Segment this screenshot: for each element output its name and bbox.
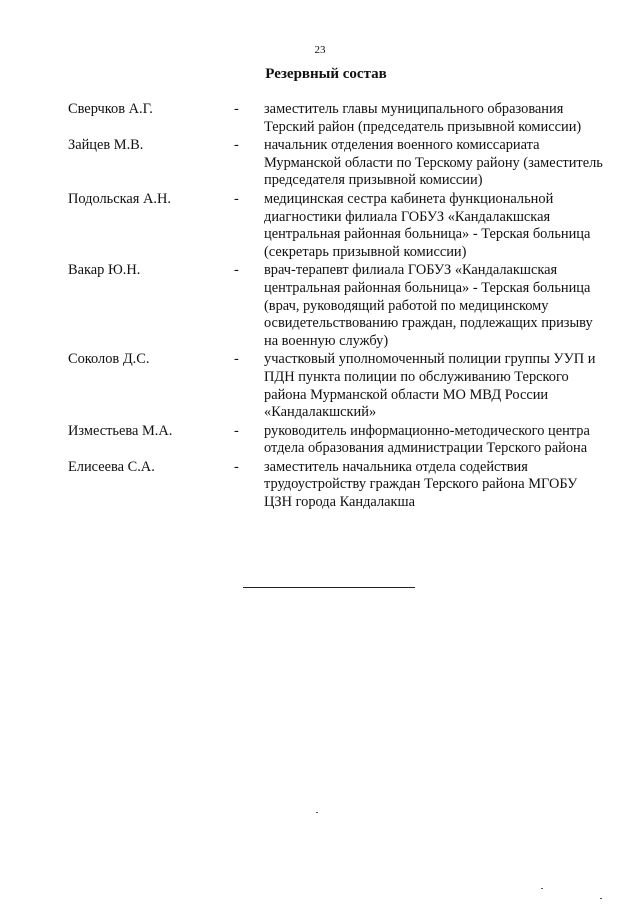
- member-description: участковый уполномоченный полиции группы УУП и ПДН пункта полиции по обслуживанию Терского района Мурманской области МО МВД России «Кандалакшский»: [264, 351, 596, 421]
- scan-speck: [541, 888, 543, 889]
- member-dash: -: [234, 101, 239, 117]
- member-description: врач-терапевт филиала ГОБУЗ «Кандалакшская центральная районная больница» - Терская больница (врач, руководящий работой по медицинскому освидетельствованию граждан, подлежащих призыву на военную службу): [264, 262, 593, 349]
- scan-speck: [316, 812, 318, 813]
- member-dash: -: [234, 190, 239, 207]
- member-entry: [68, 101, 608, 137]
- member-entry: [68, 351, 608, 422]
- member-name: Вакар Ю.Н.: [68, 262, 141, 279]
- member-name: Соколов Д.С.: [68, 351, 150, 368]
- member-entry: [68, 423, 608, 459]
- member-dash: -: [234, 262, 239, 279]
- member-name: Елисеева С.А.: [68, 458, 155, 475]
- section-title: Резервный состав: [265, 66, 387, 82]
- member-name: Сверчков А.Г.: [68, 101, 153, 117]
- member-dash: -: [234, 458, 239, 475]
- member-description: заместитель начальника отдела содействия трудоустройству граждан Терского района МГОБУ ЦЗН города Кандалакша: [264, 458, 578, 511]
- member-name: Зайцев М.В.: [68, 137, 144, 154]
- member-description: заместитель главы муниципального образования Терский район (председатель призывной комиссии): [264, 101, 582, 135]
- closing-rule: [243, 587, 415, 588]
- member-entry: [68, 191, 608, 262]
- member-name: Подольская А.Н.: [68, 190, 171, 207]
- member-list: [68, 101, 608, 513]
- member-dash: -: [234, 351, 239, 368]
- member-dash: -: [234, 137, 239, 154]
- page-number: 23: [314, 44, 326, 56]
- member-dash: -: [234, 422, 239, 439]
- member-name: Изместьева М.А.: [68, 422, 173, 439]
- member-description: медицинская сестра кабинета функциональной диагностики филиала ГОБУЗ «Кандалакшская центральная районная больница» - Терская больница (секретарь призывной комиссии): [264, 190, 591, 260]
- scan-speck: [600, 898, 602, 899]
- member-entry: [68, 262, 608, 351]
- member-description: начальник отделения военного комиссариата Мурманской области по Терскому району (заместитель председателя призывной комиссии): [264, 137, 603, 189]
- member-entry: [68, 137, 608, 191]
- member-entry: [68, 459, 608, 513]
- member-description: руководитель информационно-методического центра отдела образования администрации Терского района: [264, 422, 590, 457]
